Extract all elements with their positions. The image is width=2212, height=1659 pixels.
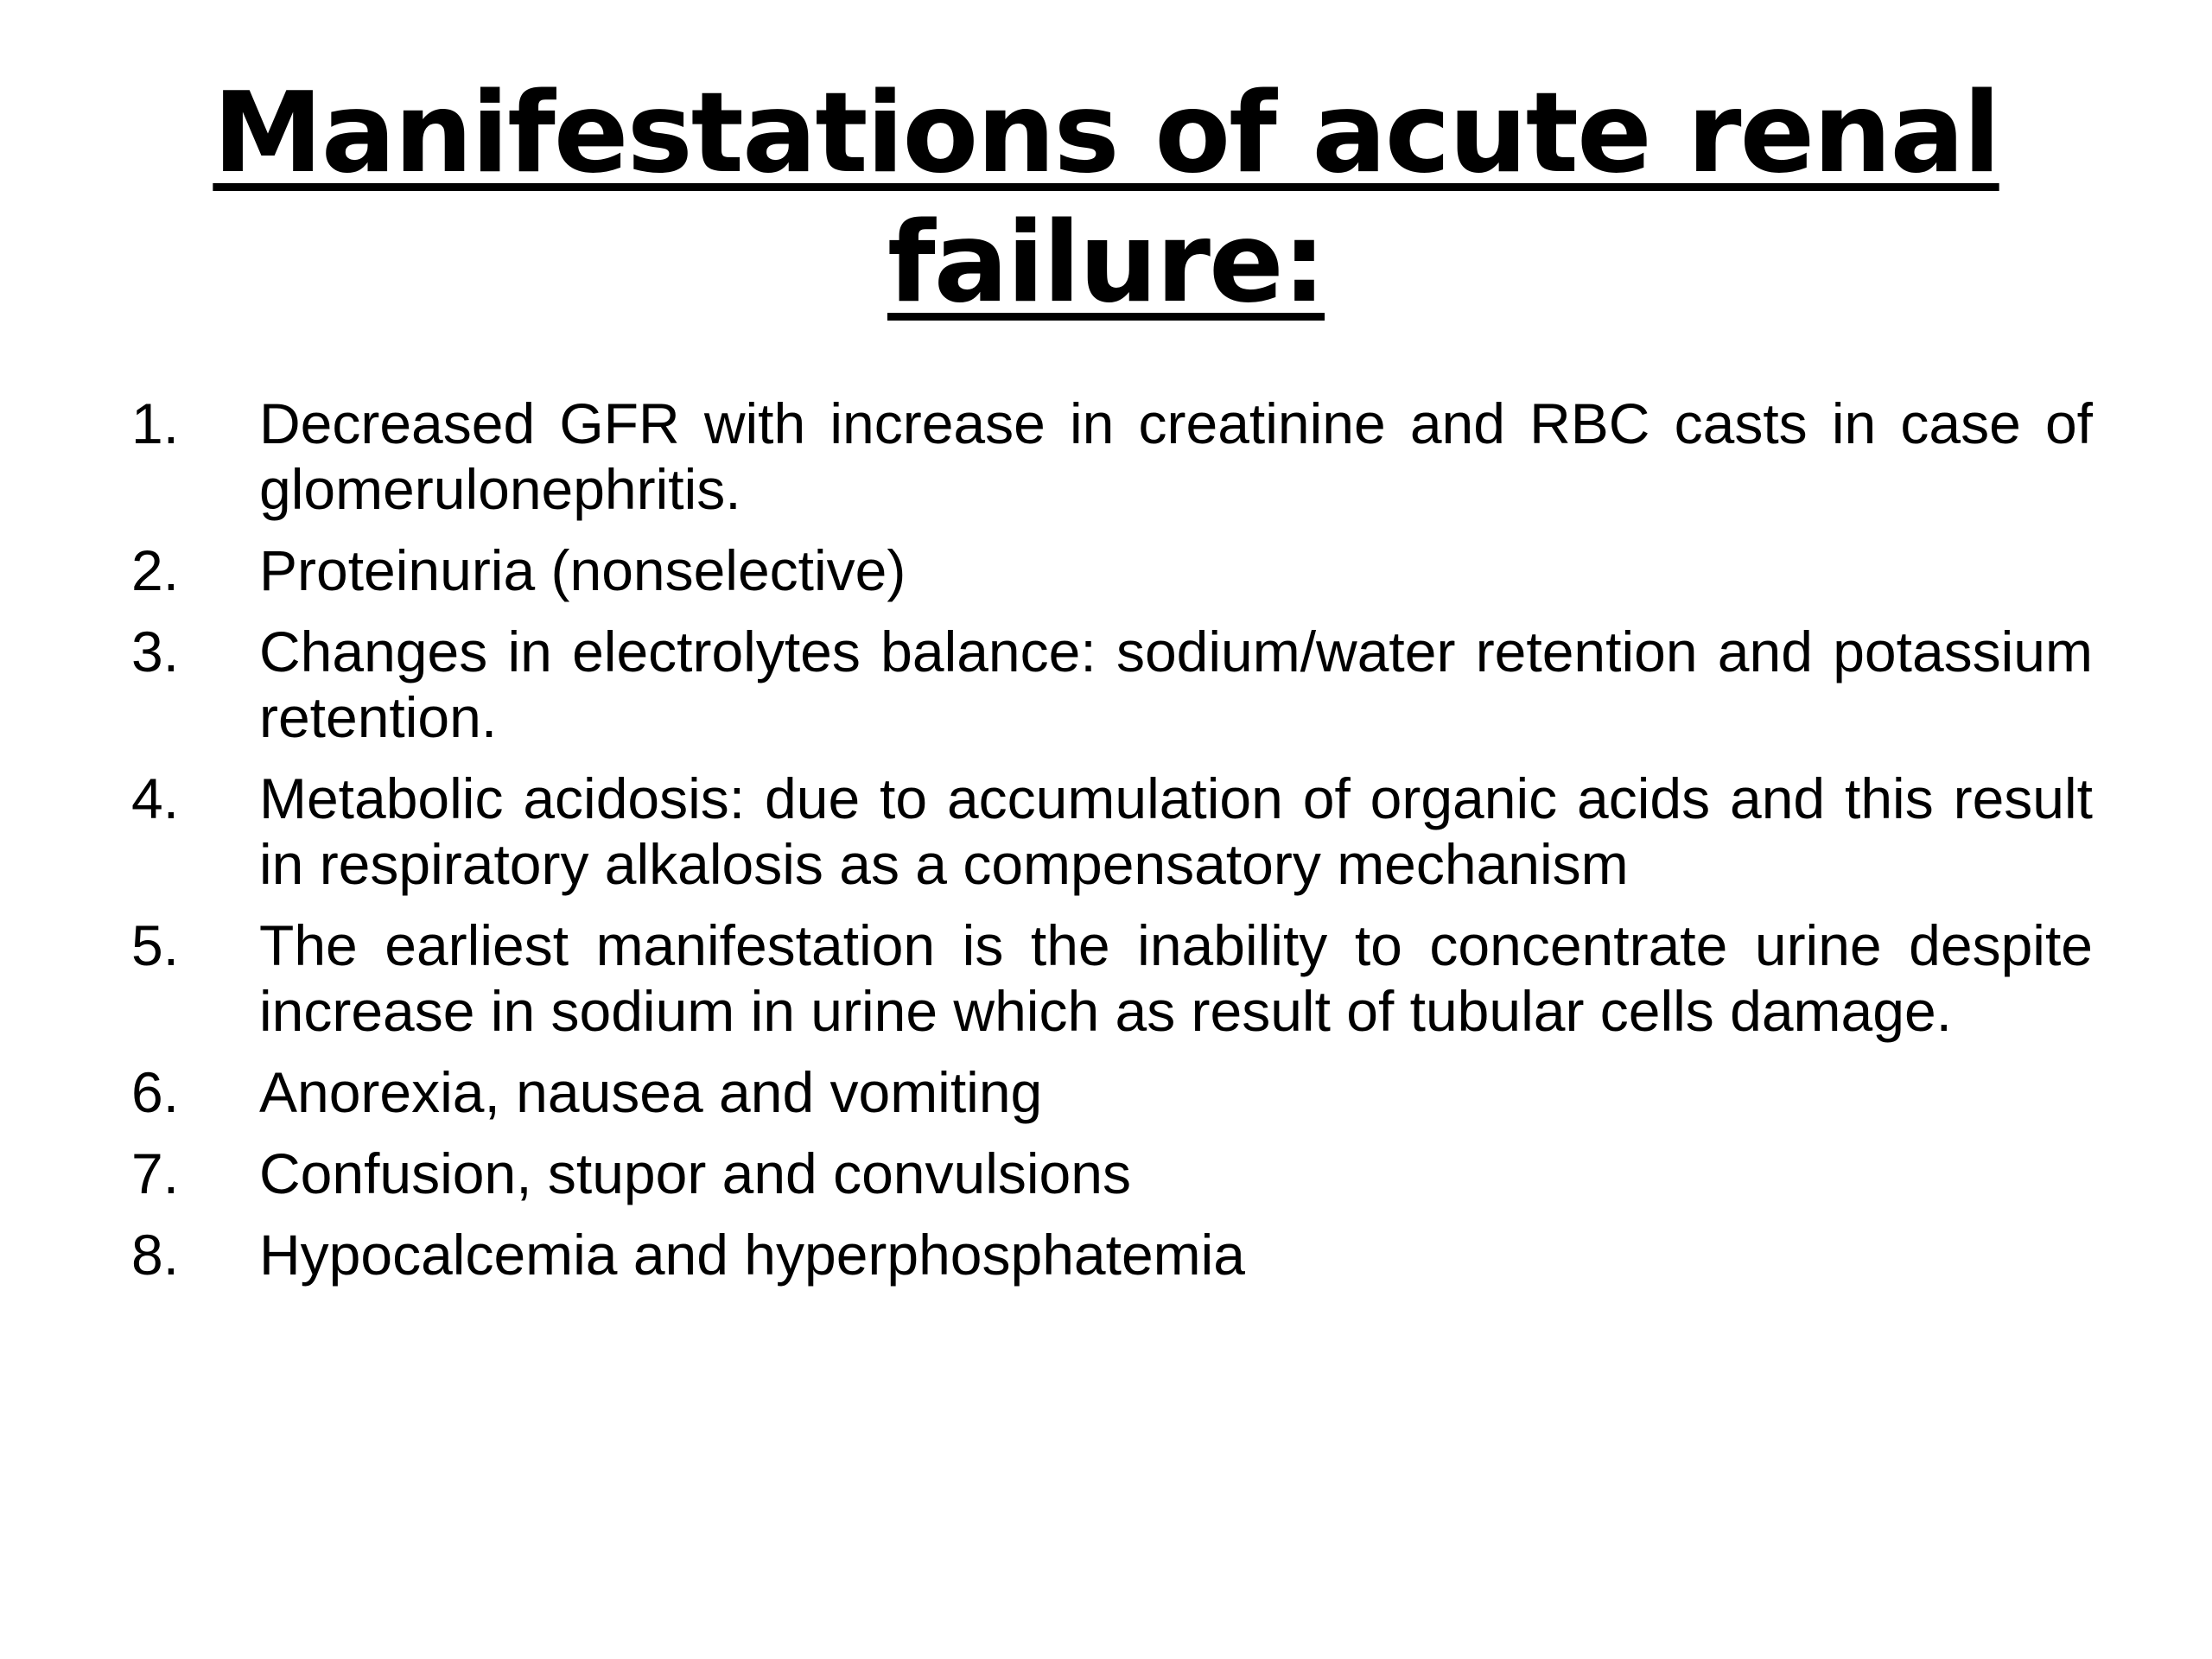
manifestations-list (131, 391, 2093, 1303)
slide-title-text: Manifestations of acute renal failure: (213, 69, 1999, 327)
item-number: 8. (131, 1223, 180, 1287)
list-item (131, 1059, 2093, 1125)
item-number: 4. (131, 766, 180, 830)
item-number: 3. (131, 620, 180, 683)
item-text: Proteinuria (nonselective) (259, 538, 906, 602)
list-item (131, 1222, 2093, 1287)
list-item (131, 766, 2093, 897)
list-item (131, 912, 2093, 1044)
list-item (131, 537, 2093, 603)
list-item (131, 1141, 2093, 1206)
item-text: Metabolic acidosis: due to accumulation of organic acids and this result in respiratory alkalosis as a compensatory mechanism (259, 766, 2093, 896)
item-text: Anorexia, nausea and vomiting (259, 1060, 1043, 1124)
item-number: 1. (131, 391, 180, 455)
item-number: 2. (131, 538, 180, 602)
item-number: 6. (131, 1060, 180, 1124)
list-item (131, 619, 2093, 750)
list-item (131, 391, 2093, 522)
item-number: 5. (131, 913, 180, 977)
item-text: Confusion, stupor and convulsions (259, 1141, 1131, 1205)
item-text: Changes in electrolytes balance: sodium/water retention and potassium retention. (259, 620, 2093, 749)
item-number: 7. (131, 1141, 180, 1205)
slide-title (0, 69, 2212, 328)
item-text: The earliest manifestation is the inability to concentrate urine despite increase in sodium in urine which as result of tubular cells damage. (259, 913, 2093, 1043)
item-text: Hypocalcemia and hyperphosphatemia (259, 1223, 1246, 1287)
item-text: Decreased GFR with increase in creatinine and RBC casts in case of glomerulonephritis. (259, 391, 2093, 521)
